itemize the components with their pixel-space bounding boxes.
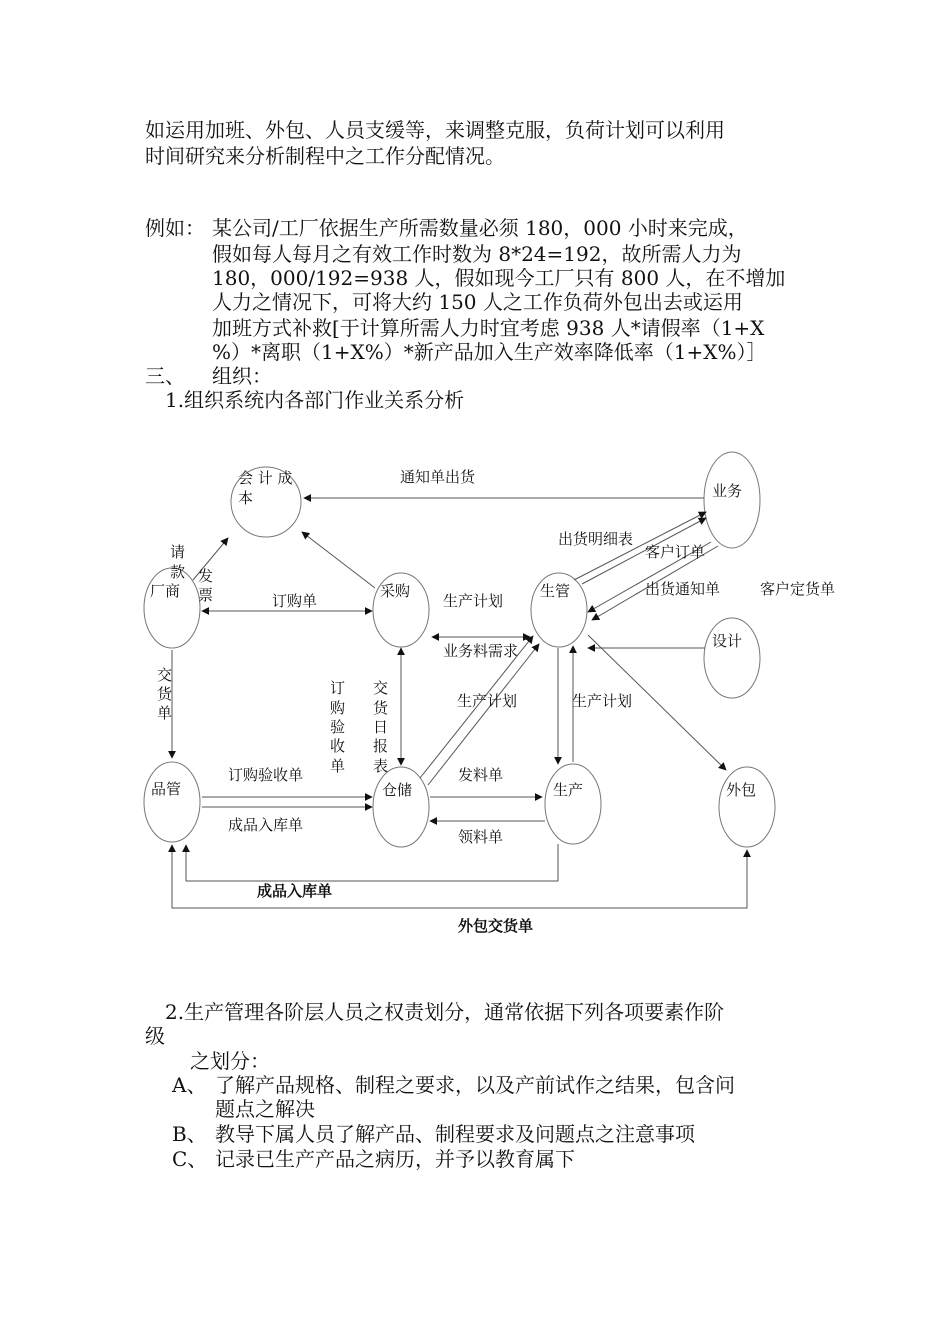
edge-label-po-acceptance-v-4: 收 [330, 737, 346, 755]
node-label-purchase: 采购 [380, 582, 411, 600]
edge-label-request-payment-2: 款 [170, 563, 186, 581]
edge-purchase-to-accounting [302, 532, 375, 588]
node-label-accounting-2: 本 [238, 489, 254, 507]
edge-label-delivery-daily-2: 货 [373, 699, 389, 717]
edge-label-po-acceptance-v-3: 验 [330, 718, 346, 736]
example-line-3: 180，000/192=938 人，假如现今工厂只有 800 人，在不增加 [212, 266, 786, 290]
example-label: 例如： [145, 216, 205, 240]
node-label-accounting-1: 会 计 成 [238, 469, 293, 487]
item-b-label: B、 [172, 1122, 207, 1146]
node-label-production-mgmt: 生管 [540, 582, 571, 600]
example-line-1: 某公司/工厂依据生产所需数量必须 180，000 小时来完成， [212, 216, 748, 240]
subsection-2-line-3: 之划分： [190, 1049, 270, 1073]
subsection-2-line-2: 级 [145, 1024, 165, 1048]
subsection-2-line-1: 2.生产管理各阶层人员之权责划分，通常依据下列各项要素作阶 [165, 1000, 725, 1024]
node-label-production: 生产 [553, 781, 584, 799]
edge-label-shipment-notice: 出货通知单 [645, 580, 721, 598]
example-line-4: 人力之情况下，可将大约 150 人之工作负荷外包出去或运用 [212, 290, 743, 314]
node-label-vendor: 厂商 [150, 582, 181, 600]
item-c-line-1: 记录已生产产品之病历，并予以教育属下 [215, 1147, 575, 1171]
edge-label-invoice-1: 发 [198, 567, 214, 585]
node-label-outsource: 外包 [726, 781, 757, 799]
edge-label-finished-goods-in-bold: 成品入库单 [257, 882, 333, 900]
item-a-line-1: 了解产品规格、制程之要求，以及产前试作之结果，包含问 [215, 1073, 735, 1097]
intro-line-2: 时间研究来分析制程中之工作分配情况。 [145, 144, 505, 168]
edge-label-production-plan-mid: 生产计划 [457, 692, 518, 710]
edge-label-delivery-note-3: 单 [157, 704, 173, 722]
example-line-2: 假如每人每月之有效工作时数为 8*24=192，故所需人力为 [212, 242, 742, 266]
item-a-label: A、 [172, 1073, 207, 1097]
node-sales [704, 452, 760, 548]
edge-label-delivery-daily-3: 日 [373, 718, 389, 736]
edge-warehouse-to-prodmgmt-2 [428, 644, 539, 785]
item-b-line-1: 教导下属人员了解产品、制程要求及问题点之注意事项 [215, 1122, 695, 1146]
edge-label-po-acceptance-v-2: 购 [330, 699, 346, 717]
node-label-qc: 品管 [151, 780, 182, 798]
edge-label-material-issue: 发料单 [458, 766, 504, 784]
edge-label-material-request: 领料单 [458, 828, 504, 846]
node-design [704, 618, 760, 698]
edge-label-po-acceptance: 订购验收单 [228, 766, 304, 784]
node-warehouse [373, 767, 429, 847]
node-production [545, 764, 601, 844]
subsection-1-title: 1.组织系统内各部门作业关系分析 [165, 388, 465, 412]
edge-label-production-plan-top: 生产计划 [443, 592, 504, 610]
example-line-6: %）*离职（1+X%）*新产品加入生产效率降低率（1+X%）］ [212, 340, 767, 364]
node-outsource [719, 767, 775, 847]
example-line-5: 加班方式补救[于计算所需人力时宜考虑 938 人*请假率（1+X [212, 316, 765, 340]
edge-label-outsource-delivery: 外包交货单 [458, 917, 534, 935]
edge-label-delivery-note-1: 交 [157, 666, 173, 684]
edge-label-production-plan-right: 生产计划 [572, 692, 633, 710]
edge-label-purchase-order: 订购单 [272, 592, 318, 610]
edge-label-customer-fixed-order: 客户定货单 [760, 580, 836, 598]
edge-label-invoice-2: 票 [198, 586, 214, 604]
edge-label-delivery-daily-5: 表 [373, 757, 389, 775]
edge-label-delivery-daily-4: 报 [373, 737, 389, 755]
edge-label-po-acceptance-v-1: 订 [330, 679, 346, 697]
edge-label-delivery-daily-1: 交 [373, 679, 389, 697]
section3-number: 三、 [145, 364, 185, 388]
node-label-warehouse: 仓储 [382, 781, 413, 799]
edge-label-request-payment-1: 请 [170, 543, 186, 561]
edge-label-finished-goods-in: 成品入库单 [228, 816, 304, 834]
node-label-design: 设计 [712, 632, 743, 650]
edge-label-notice-shipment: 通知单出货 [400, 468, 476, 486]
org-relationship-diagram [0, 440, 950, 950]
intro-line-1: 如运用加班、外包、人员支缓等，来调整克服，负荷计划可以利用 [145, 118, 725, 142]
node-label-sales: 业务 [712, 482, 743, 500]
node-qc [144, 762, 200, 842]
section3-title: 组织： [212, 364, 272, 388]
edge-label-shipment-detail: 出货明细表 [558, 530, 634, 548]
item-a-line-2: 题点之解决 [215, 1097, 315, 1121]
edge-label-material-demand: 业务料需求 [443, 642, 519, 660]
edge-production-to-qc [186, 844, 558, 881]
edge-label-po-acceptance-v-5: 单 [330, 757, 346, 775]
edge-label-delivery-note-2: 货 [157, 685, 173, 703]
edge-label-customer-order: 客户订单 [645, 543, 706, 561]
item-c-label: C、 [172, 1147, 208, 1171]
